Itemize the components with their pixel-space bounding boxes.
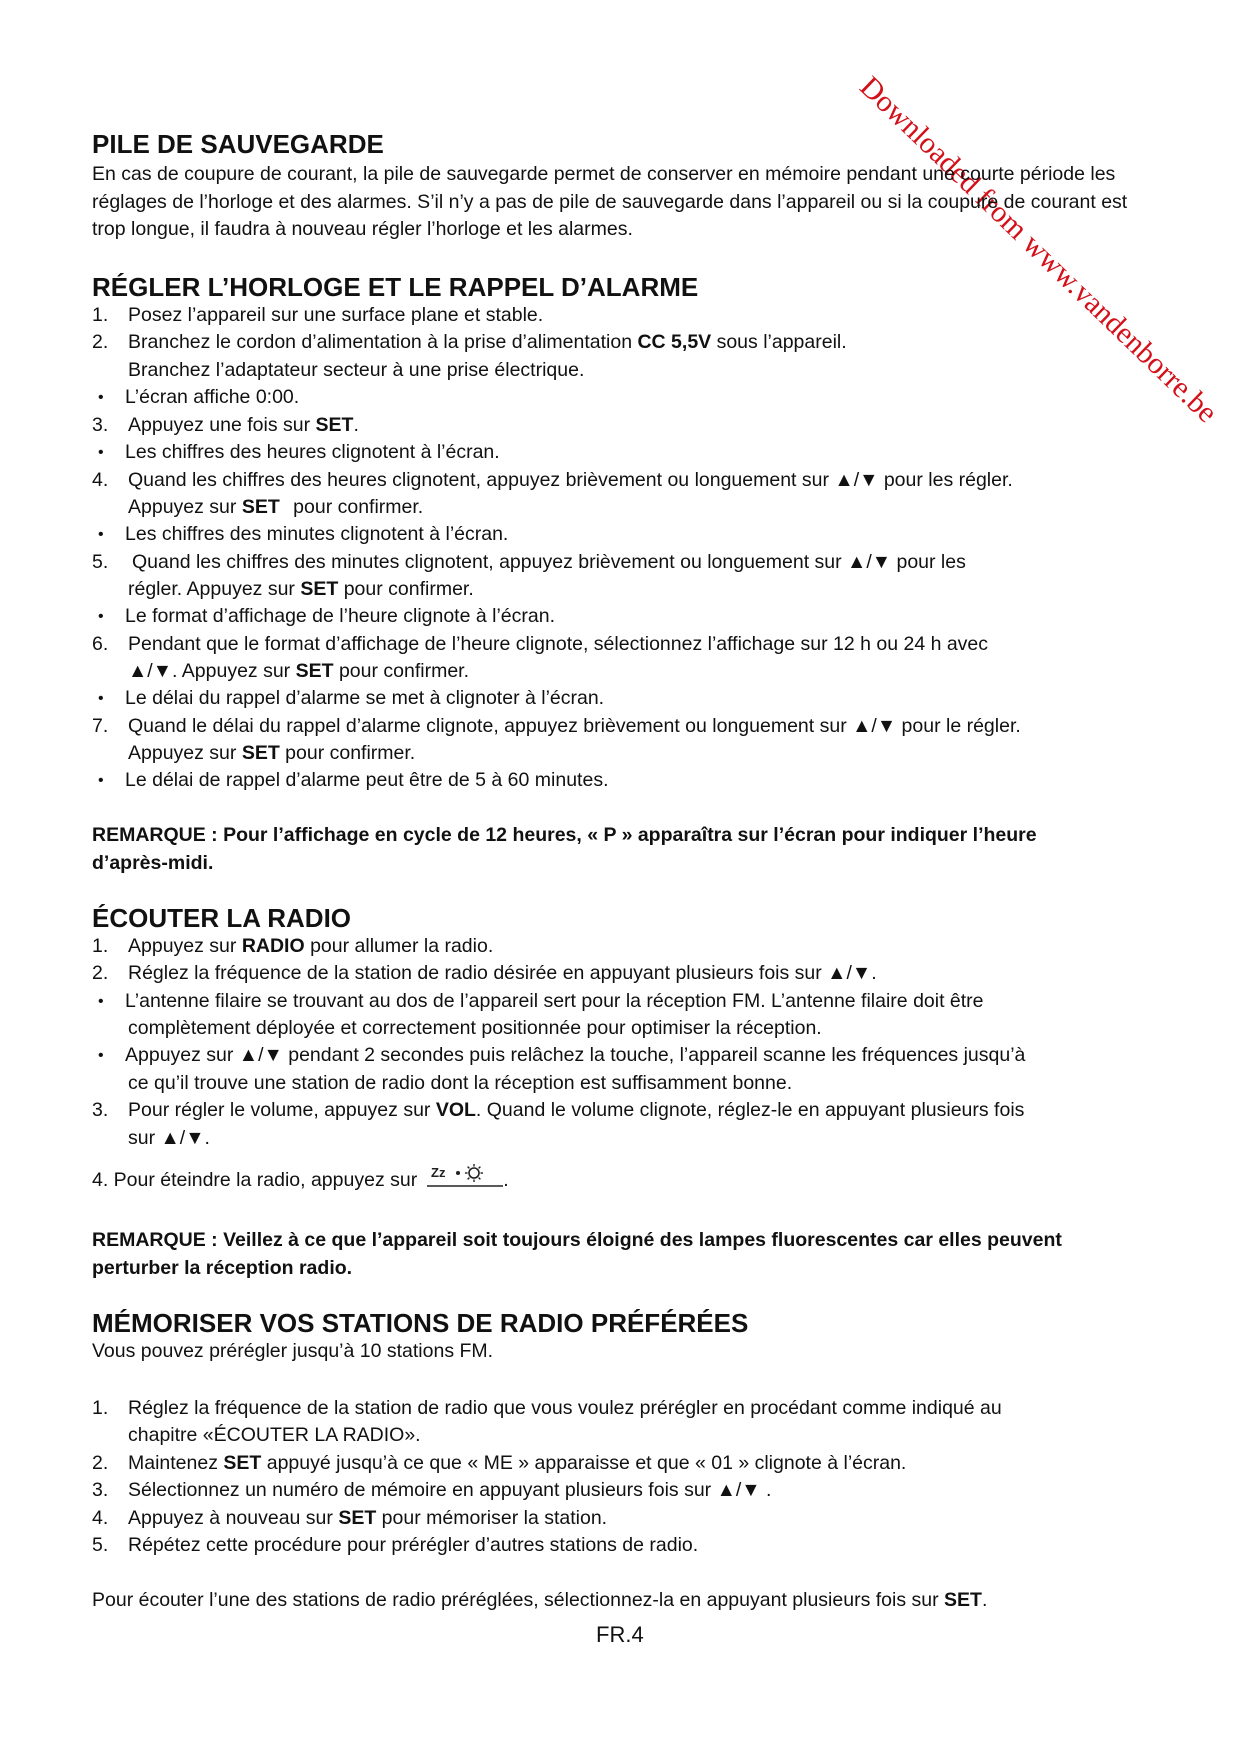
section-title-radio: ÉCOUTER LA RADIO [92, 903, 352, 933]
snooze-light-icon [427, 1164, 503, 1190]
note-fluorescent: REMARQUE : Veillez à ce que l’appareil soit toujours éloigné des lampes fluorescentes car elles peuvent perturber la réception radio. [92, 1229, 1062, 1279]
backup-paragraph: En cas de coupure de courant, la pile de sauvegarde permet de conserver en mémoire pendant une courte période les réglages de l’horloge et des alarmes. S’il n’y a pas de pile de sauvegarde dans l’appareil ou si la coupure de courant est trop longue, il faudra à nouveau régler l’horloge et les alarmes. [92, 163, 1128, 240]
presets-intro: Vous pouvez prérégler jusqu’à 10 stations FM. [92, 1340, 494, 1362]
presets-outro: Pour écouter l’une des stations de radio préréglées, sélectionnez-la en appuyant plusieurs fois sur SET. [92, 1589, 988, 1611]
note-12h: REMARQUE : Pour l’affichage en cycle de 12 heures, « P » apparaîtra sur l’écran pour indiquer l’heure d’après-midi. [92, 824, 1037, 874]
svg-text:Zz: Zz [431, 1165, 446, 1180]
page-number: FR.4 [596, 1622, 644, 1647]
download-watermark: Downloaded from www.vandenborre.be [853, 69, 1224, 430]
list-item: 4. Pour éteindre la radio, appuyez sur Zz . [92, 1165, 509, 1191]
section-title-clock: RÉGLER L’HORLOGE ET LE RAPPEL D’ALARME [92, 272, 699, 302]
section-title-backup: PILE DE SAUVEGARDE [92, 129, 384, 159]
section-title-presets: MÉMORISER VOS STATIONS DE RADIO PRÉFÉRÉES [92, 1308, 749, 1338]
